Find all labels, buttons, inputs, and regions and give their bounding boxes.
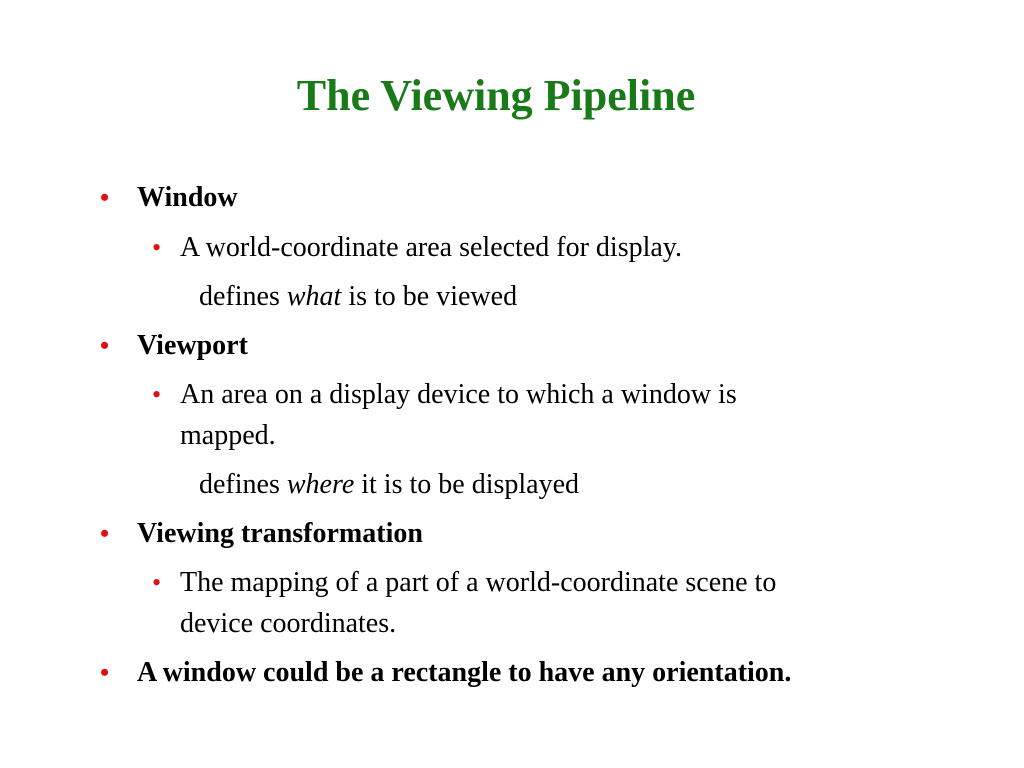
note-window (199, 277, 517, 317)
sub-bullet-marker: • (152, 380, 162, 409)
sub-bullet-viewing-transformation-text-line2: device coordinates. (180, 608, 397, 639)
note-viewport-before: defines (199, 469, 287, 500)
sub-bullet-viewing-transformation-text-line1: The mapping of a part of a world-coordinate scene to (180, 567, 777, 598)
bullet-marker: • (100, 519, 110, 548)
sub-bullet-viewing-transformation-definition (152, 563, 777, 603)
sub-bullet-viewport-text-line1: An area on a display device to which a window is (180, 379, 737, 410)
bullet-viewport (100, 326, 248, 366)
sub-bullet-viewport-text-line2: mapped. (180, 420, 276, 451)
bullet-viewing-transformation (100, 514, 423, 554)
bullet-window-orientation (100, 653, 792, 693)
note-viewport-after: it is to be displayed (354, 469, 580, 500)
sub-bullet-marker: • (152, 568, 162, 597)
slide-title: The Viewing Pipeline (296, 71, 696, 120)
sub-bullet-window-text: A world-coordinate area selected for display. (180, 232, 682, 263)
bullet-marker: • (100, 183, 110, 212)
bullet-window-orientation-label: A window could be a rectangle to have any orientation. (137, 657, 792, 688)
bullet-window-label: Window (137, 182, 238, 213)
note-viewport-emphasis: where (286, 469, 355, 500)
sub-bullet-marker: • (152, 233, 162, 262)
note-window-after: is to be viewed (341, 281, 518, 312)
note-viewport (199, 465, 579, 505)
bullet-marker: • (100, 658, 110, 687)
note-window-emphasis: what (286, 281, 342, 312)
bullet-viewport-label: Viewport (137, 330, 248, 361)
bullet-window (100, 178, 238, 218)
bullet-viewing-transformation-label: Viewing transformation (137, 518, 423, 549)
note-window-before: defines (199, 281, 287, 312)
sub-bullet-viewport-definition (152, 375, 737, 415)
sub-bullet-window-definition (152, 228, 682, 268)
sub-bullet-viewport-continuation (180, 416, 276, 456)
sub-bullet-viewing-transformation-continuation (180, 604, 396, 644)
bullet-marker: • (100, 331, 110, 360)
